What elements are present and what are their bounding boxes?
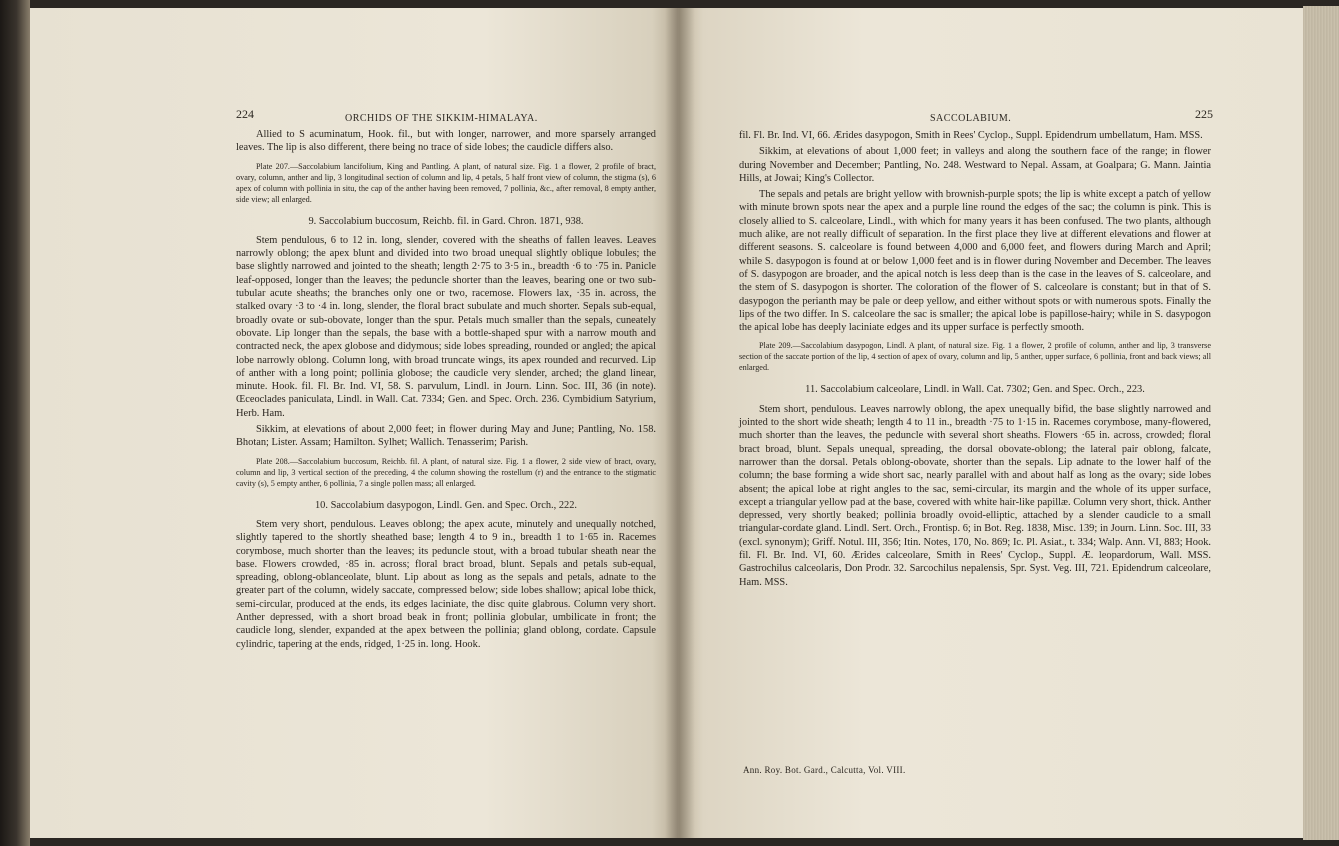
book-gutter — [665, 8, 695, 838]
species-9-description: Stem pendulous, 6 to 12 in. long, slender, covered with the sheaths of fallen leaves. Leaves narrowly oblong; the apex blunt and divided into two broad unequal slightly oblique lobules; the base slightly narrowed and jointed to the sheath; length 2·75 to 3·5 in., breadth ·6 to ·75 in. Panicle leaf-opposed, longer than the leaves; the peduncle shorter than the leaves, bearing one or two sub-tubular acute sheaths; the branches only one or two, racemose. Flowers lax, ·35 in. across, the stalked ovary ·3 to ·4 in. long, slender, the floral bract subulate and much shorter. Sepals sub-equal, broadly ovate or sub-obovate, longer than the spur. Petals much smaller than the sepals, cuneately obovate. Lip longer than the sepals, the base with a bottle-shaped spur with a narrow mouth and contracted neck, the apex globose and didymous; side lobes spreading, rounded or angled; the apical lobe narrowly oblong. Column long, with broad truncate wings, its apex rounded and recurved. Lip of anther with a long point; pollinia globose; the caudicle very slender, arched; the gland linear, minute. Hook. fil. Fl. Br. Ind. VI, 58. S. parvulum, Lindl. in Journ. Linn. Soc. III, 36 (in note). Œceoclades paniculata, Lindl. in Wall. Cat. 7334; Gen. and Spec. Orch. 236. Cymbidium Satyrium, Herb. Ham. — [236, 234, 656, 419]
right-page-body — [739, 129, 1211, 592]
plate-209-caption: Plate 209.—Saccolabium dasypogon, Lindl. A plant, of natural size. Fig. 1 a flower, 2 profile of column, anther and lip, 3 transverse section of the saccate portion of the lip, 4 section of apex of ovary, column and lip, 5 anther, upper surface, 6 pollinia, front and back views; all enlarged. — [739, 341, 1211, 373]
left-page-body — [236, 128, 656, 654]
plate-207-caption: Plate 207.—Saccolabium lancifolium, King and Pantling. A plant, of natural size. Fig. 1 a flower, 2 profile of bract, ovary, column, anther and lip, 3 longitudinal section of column and lip, 4 petals, 5 half front view of column, the stigma (s), 6 apex of column with pollinia in situ, the cap of the anther having been removed, 7 pollinia, &c., after removal, 8 empty anther, side view; all enlarged. — [236, 161, 656, 204]
page-stack-edge — [1303, 6, 1339, 840]
left-page-number: 224 — [236, 107, 254, 121]
book-cover-edge — [0, 0, 30, 846]
species-10-description: Stem very short, pendulous. Leaves oblong; the apex acute, minutely and unequally notched, slightly tapered to the shortly sheathed base; length 4 to 9 in., breadth 1 to 1·65 in. Racemes corymbose, much shorter than the leaves; its peduncle stout, with a broad tubular sheath near the base. Flowers crowded, ·85 in. across; floral bract broad, blunt. Sepals and petals sub-equal, spreading, oblong-oblanceolate, blunt. Lip about as long as the sepals and petals, adnate to the greater part of the column, widely saccate, compressed below; side lobes shallow; apical lobe thick, semi-circular, produced at the ends, its edges laciniate, the disc quite glabrous. Column very short. Anther depressed, with a short broad beak in front; pollinia globular, umbilicate in front; the caudicle long, slender, expanded at the apex between the pollinia; gland oblong, cordate. Capsule cylindric, tapering at the ends, ridged, 1·25 in. long. Hook. — [236, 518, 656, 650]
species-10-continuation: fil. Fl. Br. Ind. VI, 66. Ærides dasypogon, Smith in Rees' Cyclop., Suppl. Epidendrum umbellatum, Ham. MSS. — [739, 130, 1203, 141]
right-running-head: SACCOLABIUM. — [930, 113, 1012, 124]
species-10-heading: 10. Saccolabium dasypogon, Lindl. Gen. and Spec. Orch., 222. — [314, 499, 578, 511]
species-9-locality: Sikkim, at elevations of about 2,000 feet; in flower during May and June; Pantling, No. 158. Bhotan; Lister. Assam; Hamilton. Sylhet; Wallich. Tenasserim; Parish. — [236, 424, 656, 449]
species-9-heading: 9. Saccolabium buccosum, Reichb. fil. in Gard. Chron. 1871, 938. — [308, 215, 584, 227]
species-11-description: Stem short, pendulous. Leaves narrowly oblong, the apex unequally bifid, the base slightly narrowed and jointed to the short wide sheath; length 4 to 11 in., breadth ·75 to 1·15 in. Racemes corymbose, many-flowered, much shorter than the leaves, the peduncle with several short sheaths. Flowers ·65 in. across, crowded; floral bract broad, blunt. Sepals unequal, spreading, the dorsal obovate-oblong; the lateral pair oblong, falcate, narrower than the dorsal. Petals oblong-obovate, shorter than the sepals. Lip adnate to the lower half of the column; the base forming a wide short sac, nearly parallel with and about half as long as the ovary; side lobes absent; the apical lobe at right angles to the sac, semi-circular, its margin and the whole of its upper surface, except a triangular yellow pad at the base, covered with white hair-like papillæ. Column very short, thick. Anther depressed, very shortly beaked; pollinia broadly ovoid-elliptic, attached by a slender caudicle to a small triangular-cordate gland. Lindl. Sert. Orch., Frontisp. 6; in Bot. Reg. 1838, Misc. 139; in Journ. Linn. Soc. III, 33 (excl. synonym); Griff. Notul. III, 356; Itin. Notes, 170, No. 869; Ic. Pl. Asiat., t. 334; Walp. Ann. VI, 883; Hook. fil. Fl. Br. Ind. VI, 60. Ærides calceolare, Smith in Rees' Cyclop., Suppl. Æ. leopardorum, Wall. MSS. Gastrochilus calceolaris, Don Prodr. 32. Sarcochilus nepalensis, Spr. Syst. Veg. III, 721. Epidendrum calceolare, Ham. MSS. — [739, 403, 1211, 588]
intro-paragraph: Allied to S acuminatum, Hook. fil., but with longer, narrower, and more sparsely arranged leaves. The lip is also different, there being no trace of side lobes; the caudicle differs also. — [236, 129, 656, 154]
species-10-locality: Sikkim, at elevations of about 1,000 feet; in valleys and along the southern face of the range; in flower during November and December; Pantling, No. 248. Westward to Nepal. Assam, at Goalpara; G. Mann. Jaintia Hills, at Jowai; King's Collector. — [739, 146, 1211, 184]
page-footer: Ann. Roy. Bot. Gard., Calcutta, Vol. VIII. — [743, 765, 906, 775]
species-10-notes: The sepals and petals are bright yellow with brownish-purple spots; the lip is white except a patch of yellow with minute brown spots near the apex and a purple line round the edges of the sac; the column is pink. This is closely allied to S. calceolare, Lindl., with which for many years it has been confused. The two plants, although much alike, are not really difficult of separation. In the first place they live at different elevations and flower at different seasons. S. calceolare is found between 4,000 and 6,000 feet, and flowers during March and April; while S. dasypogon is found at or below 1,000 feet and is in flower during November and December. The leaves of S. dasypogon are broader, and the apical notch is less deep than is the case in the leaves of S. calceolare, and the stem of S. dasypogon is shorter. The coloration of the flower of S. calceolare is constant; but in that of S. dasypogon the perianth may be pale or deep yellow, and either without spots or with numerous spots. Finally the lips of the two differ. In S. calceolare the sac is smaller; the apical lobe is papillose-hairy; while in S. dasypogon the apical lobe has deeply laciniate edges and its upper surface is perfectly smooth. — [739, 189, 1211, 334]
species-11-heading: 11. Saccolabium calceolare, Lindl. in Wall. Cat. 7302; Gen. and Spec. Orch., 223. — [805, 384, 1145, 396]
right-page-number: 225 — [1195, 107, 1213, 121]
left-running-head: ORCHIDS OF THE SIKKIM-HIMALAYA. — [345, 113, 538, 124]
plate-208-caption: Plate 208.—Saccolabium buccosum, Reichb. fil. A plant, of natural size. Fig. 1 a flower, 2 side view of bract, ovary, column and lip, 3 vertical section of the preceding, 4 the column showing the rostellum (r) and the entrance to the stigmatic cavity (s), 5 empty anther, 6 pollinia, 7 a single pollen mass; all enlarged. — [236, 456, 656, 488]
